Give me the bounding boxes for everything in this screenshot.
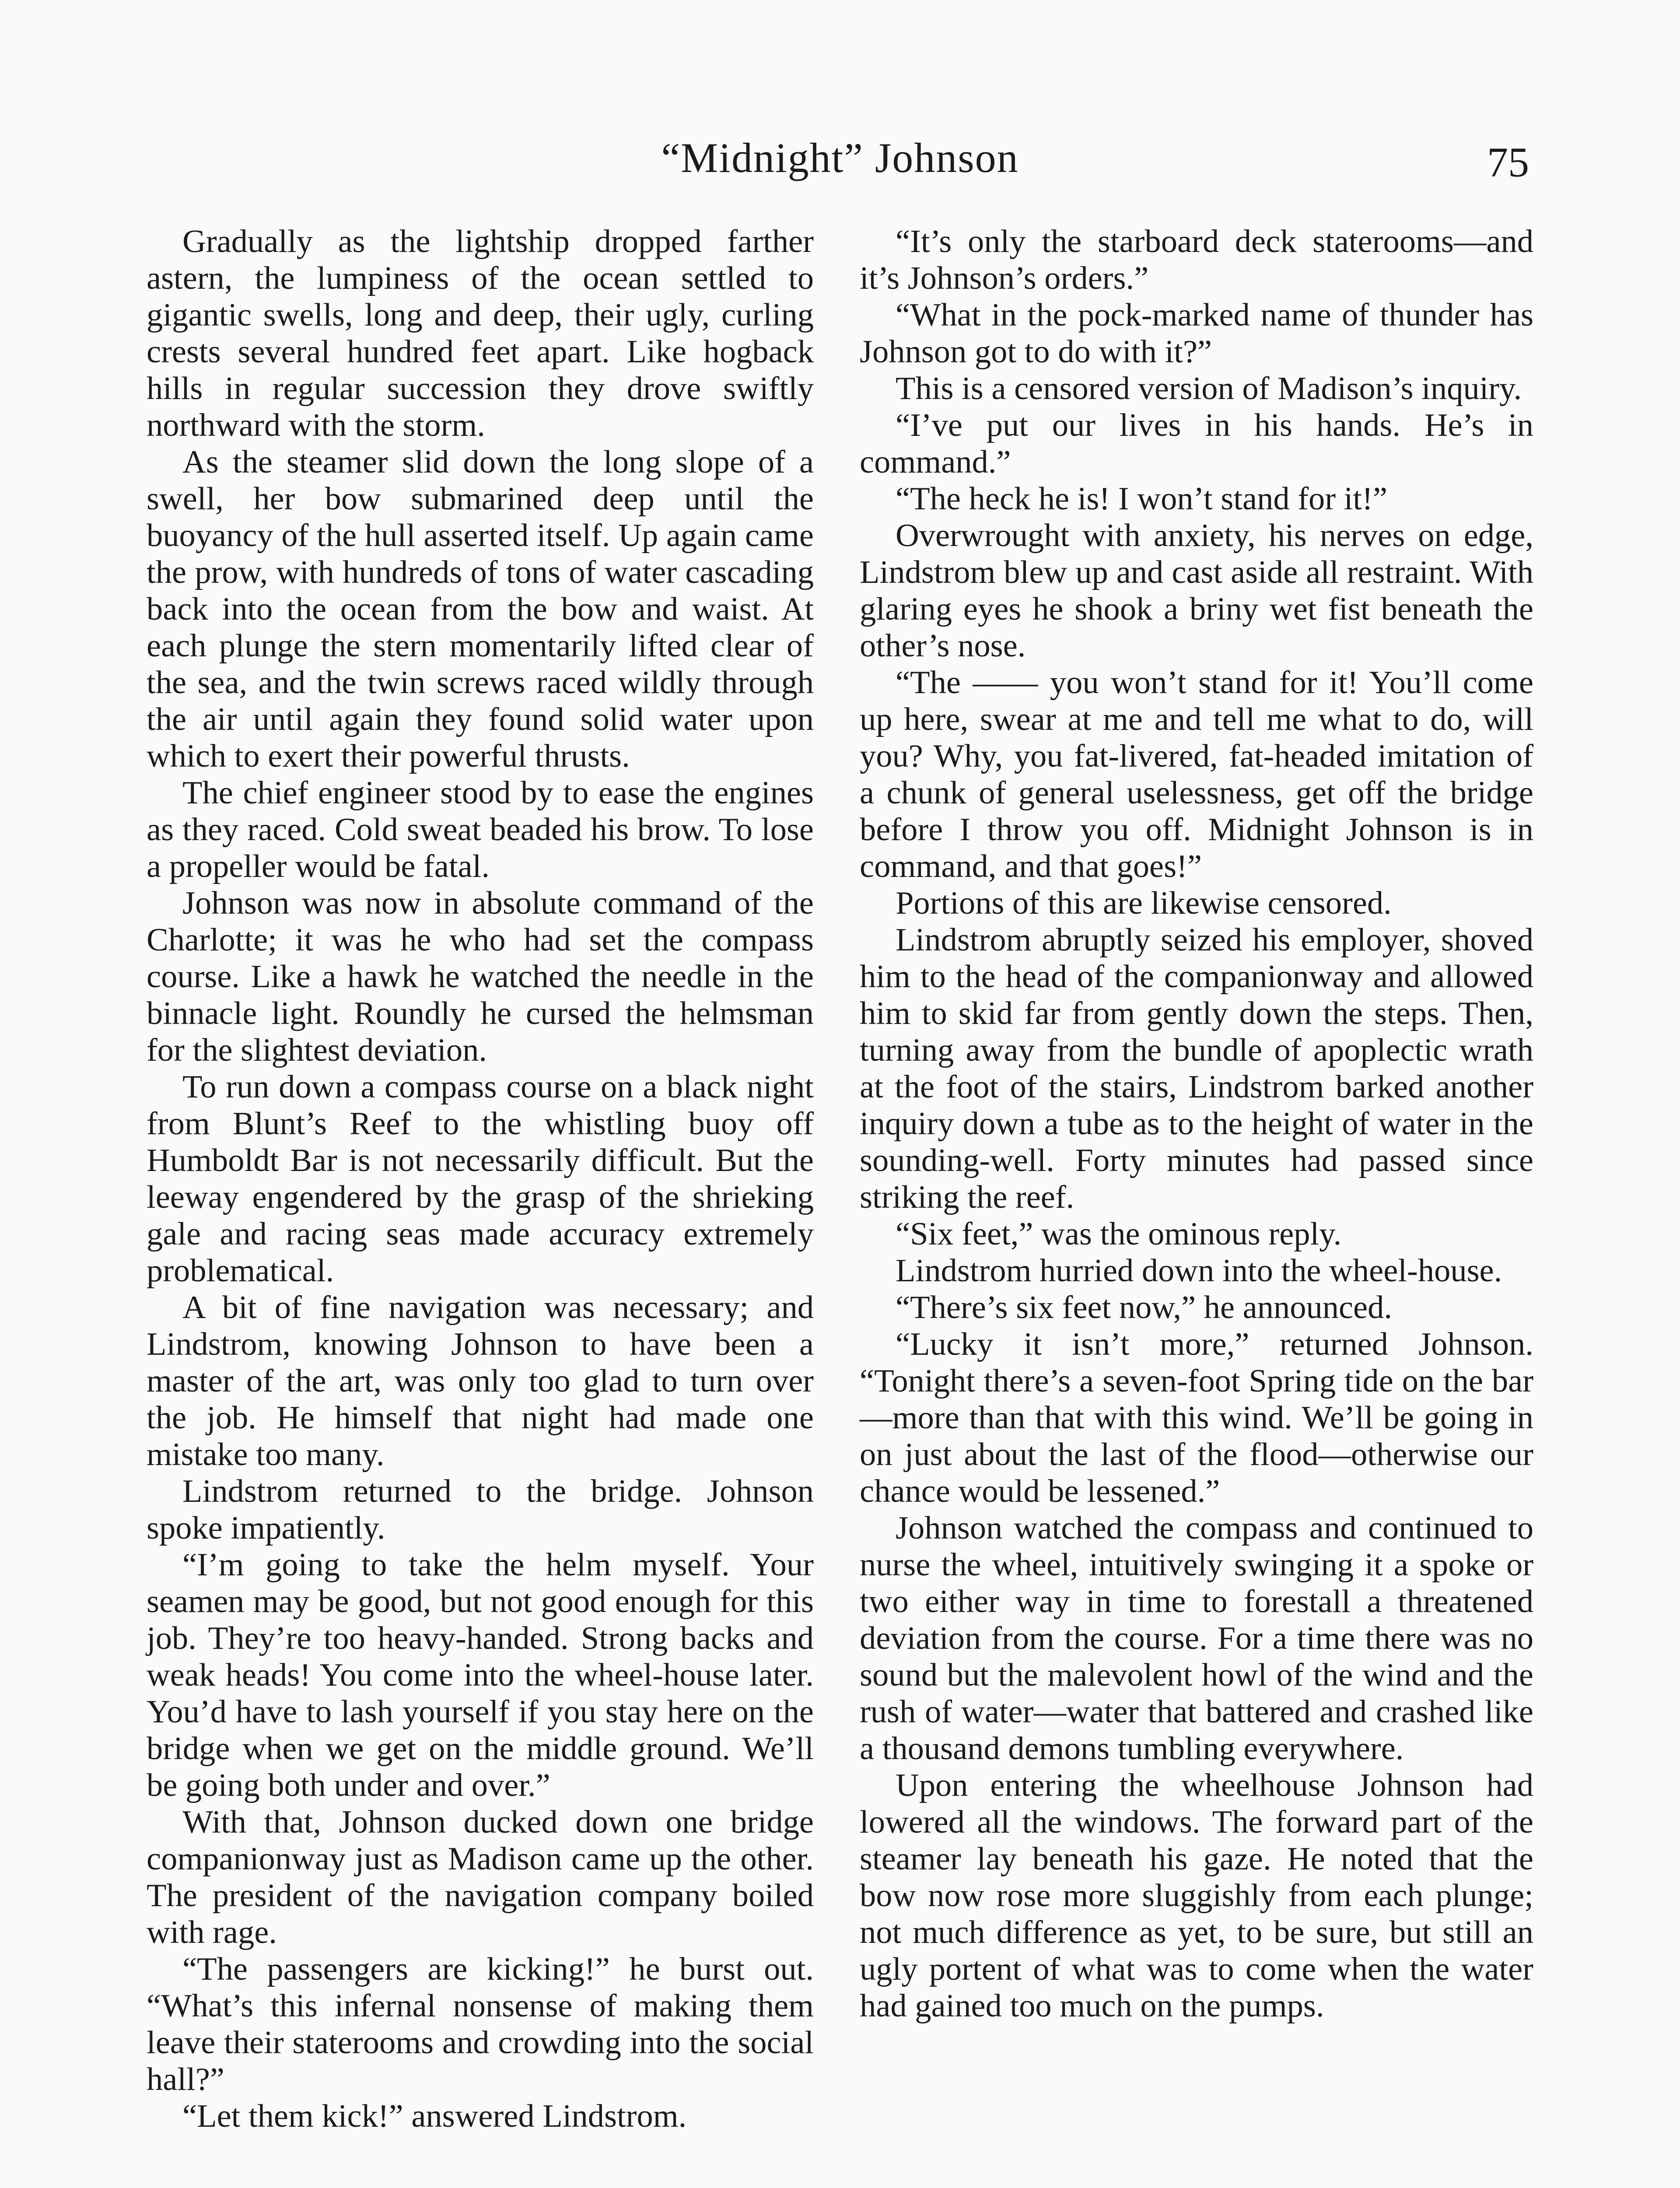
paragraph: To run down a compass course on a black night from Blunt’s Reef to the whistling buoy off Humboldt Bar is not necessarily difficult. But the leeway engendered by the grasp of the shrieking gale and racing seas made accuracy extremely problematical. [147, 1069, 814, 1289]
paragraph: “The —— you won’t stand for it! You’ll come up here, swear at me and tell me what to do, will you? Why, you fat-livered, fat-headed imitation of a chunk of general uselessness, get off the bridge before I throw you off. Midnight Johnson is in command, and that goes!” [860, 665, 1533, 884]
paragraph: Lindstrom abruptly seized his employer, shoved him to the head of the companionway and allowed him to skid far from gently down the steps. Then, turning away from the bundle of apoplectic wrath at the foot of the stairs, Lindstrom barked another inquiry down a tube as to the height of water in the sounding-well. Forty minutes had passed since striking the reef. [860, 922, 1533, 1215]
paragraph: “Let them kick!” answered Lindstrom. [182, 2098, 687, 2134]
paragraph: Lindstrom returned to the bridge. Johnson spoke impatiently. [147, 1473, 814, 1546]
paragraph: With that, Johnson ducked down one bridge companionway just as Madison came up the other. The president of the navigation company boiled with rage. [147, 1804, 814, 1950]
paragraph: Overwrought with anxiety, his nerves on edge, Lindstrom blew up and cast aside all restraint. With glaring eyes he shook a briny wet fist beneath the other’s nose. [860, 518, 1533, 664]
paragraph: Johnson was now in absolute command of the Charlotte; it was he who had set the compass course. Like a hawk he watched the needle in the binnacle light. Roundly he cursed the helmsman for the slightest deviation. [147, 885, 814, 1068]
paragraph: This is a censored version of Madison’s inquiry. [896, 371, 1522, 407]
paragraph: Portions of this are likewise censored. [896, 885, 1392, 921]
paragraph: “Lucky it isn’t more,” returned Johnson. “Tonight there’s a seven-foot Spring tide on the bar—more than that with this wind. We’ll be going in on just about the last of the flood—otherwise our chance would be lessened.” [860, 1326, 1533, 1509]
paragraph: Johnson watched the compass and continued to nurse the wheel, intuitively swinging it a spoke or two either way in time to forestall a threatened deviation from the course. For a time there was no sound but the malevolent howl of the wind and the rush of water—water that battered and crashed like a thousand demons tumbling everywhere. [860, 1510, 1533, 1767]
page-header [0, 133, 1680, 186]
paragraph: “The heck he is! I won’t stand for it!” [896, 481, 1388, 517]
paragraph: “I’m going to take the helm myself. Your seamen may be good, but not good enough for this job. They’re too heavy-handed. Strong backs and weak heads! You come into the wheel-house later. You’d have to lash yourself if you stay here on the bridge when we get on the middle ground. We’ll be going both under and over.” [147, 1547, 814, 1803]
paragraph: “There’s six feet now,” he announced. [896, 1290, 1392, 1325]
right-column [860, 223, 1533, 2024]
paragraph: Upon entering the wheelhouse Johnson had lowered all the windows. The forward part of the steamer lay beneath his gaze. He noted that the bow now rose more sluggishly from each plunge; not much difference as yet, to be sure, but still an ugly portent of what was to come when the water had gained too much on the pumps. [860, 1767, 1533, 2024]
paragraph: “Six feet,” was the ominous reply. [896, 1216, 1342, 1252]
paragraph: “What in the pock-marked name of thunder has Johnson got to do with it?” [860, 297, 1533, 370]
paragraph: “It’s only the starboard deck staterooms—and it’s Johnson’s orders.” [860, 224, 1533, 296]
page-number: 75 [1487, 139, 1529, 186]
paragraph: Lindstrom hurried down into the wheel-house. [896, 1253, 1502, 1289]
paragraph: “I’ve put our lives in his hands. He’s in command.” [860, 407, 1533, 480]
running-title: “Midnight” Johnson [661, 134, 1019, 181]
left-column [147, 223, 814, 2135]
paragraph: “The passengers are kicking!” he burst out. “What’s this infernal nonsense of making them leave their staterooms and crowding into the social hall?” [147, 1951, 814, 2097]
paragraph: A bit of fine navigation was necessary; and Lindstrom, knowing Johnson to have been a master of the art, was only too glad to turn over the job. He himself that night had made one mistake too many. [147, 1290, 814, 1473]
paragraph: Gradually as the lightship dropped farther astern, the lumpiness of the ocean settled to gigantic swells, long and deep, their ugly, curling crests several hundred feet apart. Like hogback hills in regular succession they drove swiftly northward with the storm. [147, 224, 814, 443]
paragraph: The chief engineer stood by to ease the engines as they raced. Cold sweat beaded his brow. To lose a propeller would be fatal. [147, 775, 814, 884]
paragraph: As the steamer slid down the long slope of a swell, her bow submarined deep until the buoyancy of the hull asserted itself. Up again came the prow, with hundreds of tons of water cascading back into the ocean from the bow and waist. At each plunge the stern momentarily lifted clear of the sea, and the twin screws raced wildly through the air until again they found solid water upon which to exert their powerful thrusts. [147, 444, 814, 774]
